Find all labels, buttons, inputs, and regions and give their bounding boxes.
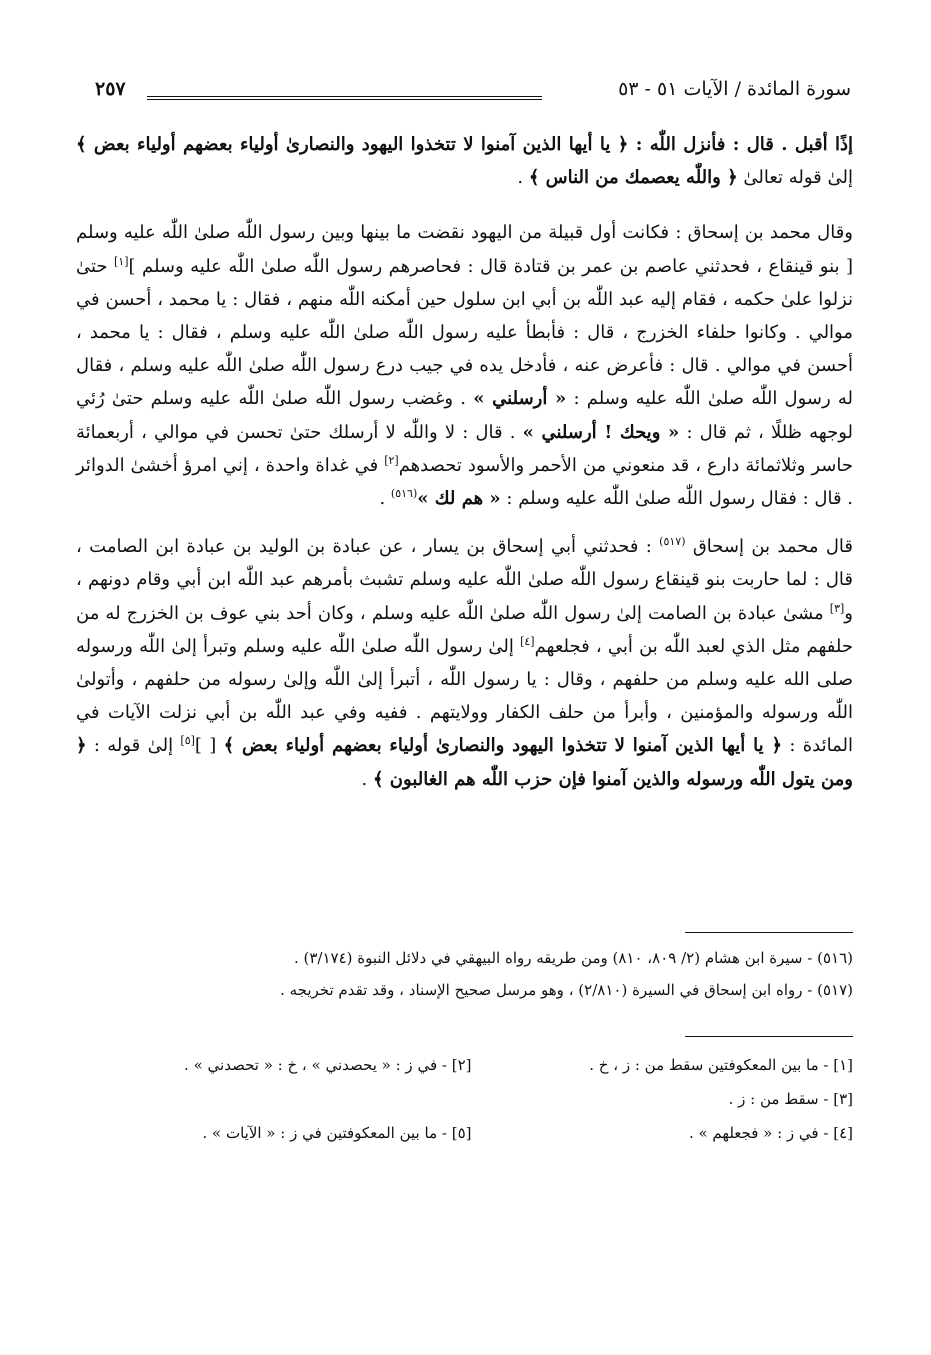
body-paragraph	[76, 530, 853, 796]
text-run: في غداة واحدة ، إني امرؤ أخشىٰ الدوائر . قال : فقال رسول اللّٰه صلىٰ اللّٰه عليه وسلم :	[76, 454, 853, 510]
quoted-text: إذًا أقبل . قال : فأنزل اللّٰه :	[628, 134, 853, 155]
quoted-text: ﴿ ومن يتول اللّٰه ورسوله والذين آمنوا فإن حزب اللّٰه هم الغالبون ﴾	[76, 735, 853, 790]
footnote-marker: (٥١٧)	[659, 535, 686, 549]
text-run: [ ]	[194, 735, 224, 757]
quoted-text: ﴿ واللّٰه يعصمك من الناس ﴾	[528, 167, 738, 189]
text-run: : فحدثني أبي إسحاق بن يسار ، عن عبادة بن الوليد بن عبادة ابن الصامت ، قال : لما حاربت بنو قينقاع رسول اللّٰه صلىٰ اللّٰه عليه وسلم تشبث بأمرهم عبد اللّٰه ابن أبي وقام دونهم ، و	[76, 536, 854, 624]
source-footnotes	[90, 942, 853, 1006]
variant-note: [٣] - سقط من : ز .	[728, 1090, 853, 1108]
footnote-marker: [٤]	[520, 634, 535, 648]
footnote-517: (٥١٧) - رواه ابن إسحاق في السيرة (٢/٨١٠) ، وهو مرسل صحيح الإسناد ، وقد تقدم تخريجه .	[280, 981, 853, 999]
footnote-516: (٥١٦) - سيرة ابن هشام (٢/ ٨٠٩، ٨١٠) ومن طريقه رواه البيهقي في دلائل النبوة (٣/١٧٤) .	[293, 949, 853, 967]
quoted-text: « هم لك »	[417, 488, 501, 510]
variant-notes	[90, 1048, 853, 1150]
quoted-text: « أرسلني »	[473, 388, 567, 410]
page-header	[95, 70, 851, 110]
quoted-text: « ويحك ! أرسلني »	[522, 421, 680, 443]
quoted-text: ﴿ يا أيها الذين آمنوا لا تتخذوا اليهود والنصارىٰ أولياء بعضهم أولياء بعض ﴾	[76, 134, 629, 155]
main-text	[76, 128, 853, 811]
text-run: إلىٰ قوله تعالىٰ	[737, 167, 853, 189]
body-paragraph	[76, 128, 853, 194]
text-run: إلىٰ رسول اللّٰه صلىٰ اللّٰه عليه وسلم وتبرأ إلىٰ اللّٰه ورسوله صلى الله عليه وسلم من حلفهم ، وقال : يا رسول اللّٰه ، أتبرأ إلىٰ اللّٰه وإلىٰ رسوله من حلفهم ، وأتولىٰ اللّٰه ورسوله والمؤمنين ، وأبرأ من حلف الكفار وولايتهم . ففيه وفي عبد اللّٰه بن أبي نزلت الآيات في المائدة :	[76, 635, 853, 757]
header-rule	[147, 96, 542, 100]
variant-note	[90, 1082, 472, 1116]
variant-note: [٤] - في ز : « فجعلهم » .	[688, 1124, 853, 1142]
footnote-marker: [٥]	[180, 734, 195, 748]
text-run: . وغضب رسول اللّٰه صلىٰ اللّٰه عليه وسلم حتىٰ رُئي لوجهه ظللًا ، ثم قال :	[76, 388, 853, 443]
footnote-divider	[685, 932, 853, 933]
text-run: وقال محمد بن إسحاق : فكانت أول قبيلة من اليهود نقضت ما بينها وبين رسول اللّٰه صلىٰ اللّٰه عليه وسلم [ بنو قينقاع ، فحدثني عاصم بن عمر بن قتادة قال : فحاصرهم رسول اللّٰه صلىٰ اللّٰه عليه وسلم ]	[76, 222, 853, 277]
variant-divider	[685, 1036, 853, 1037]
variant-note: [٢] - في ز : « يحصدني » ، خ : « تحصدني » .	[184, 1056, 472, 1074]
variant-note: [١] - ما بين المعكوفتين سقط من : ز ، خ .	[589, 1056, 853, 1074]
text-run: .	[517, 167, 529, 189]
text-run: .	[379, 488, 391, 510]
quoted-text: ﴿ يا أيها الذين آمنوا لا تتخذوا اليهود والنصارىٰ أولياء بعضهم أولياء بعض ﴾	[223, 735, 783, 757]
body-paragraph	[76, 216, 853, 515]
text-run: إلىٰ قوله :	[86, 735, 181, 757]
text-run: . قال : لا واللّٰه لا أرسلك حتىٰ تحسن في موالي ، أربعمائة حاسر وثلاثمائة دارع ، قد منعوني من الأحمر والأسود تحصدهم	[76, 421, 853, 476]
chapter-title: سورة المائدة / الآيات ٥١ - ٥٣	[618, 78, 851, 100]
text-run: قال محمد بن إسحاق	[685, 536, 853, 558]
text-run: حتىٰ نزلوا علىٰ حكمه ، فقام إليه عبد اللّٰه بن أبي ابن سلول حين أمكنه اللّٰه منهم ، فقال : يا محمد ، أحسن في موالي . وكانوا حلفاء الخزرج ، قال : فأبطأ عليه رسول اللّٰه صلىٰ اللّٰه عليه وسلم ، فقال : يا محمد ، أحسن في موالي . قال : فأعرض عنه ، فأدخل يده في جيب درع رسول اللّٰه صلىٰ اللّٰه عليه وسلم ، فقال له رسول اللّٰه صلىٰ اللّٰه عليه وسلم :	[76, 255, 853, 410]
variant-row	[90, 1048, 853, 1082]
variant-note: [٥] - ما بين المعكوفتين في ز : « الآيات » .	[202, 1124, 472, 1142]
text-run: .	[361, 768, 373, 790]
footnote-marker: [٣]	[829, 601, 845, 615]
page-number: ٢٥٧	[95, 78, 126, 100]
footnote-marker: [١]	[114, 254, 129, 268]
footnote-marker: (٥١٦)	[390, 487, 418, 501]
variant-row	[90, 1116, 853, 1150]
footnote-marker: [٢]	[384, 453, 399, 467]
text-run: مشىٰ عبادة بن الصامت إلىٰ رسول اللّٰه صلىٰ اللّٰه عليه وسلم ، وكان أحد بني عوف بن الخزرج له من حلفهم مثل الذي لعبد اللّٰه بن أبي ، فجلعهم	[76, 602, 853, 657]
variant-row	[90, 1082, 853, 1116]
